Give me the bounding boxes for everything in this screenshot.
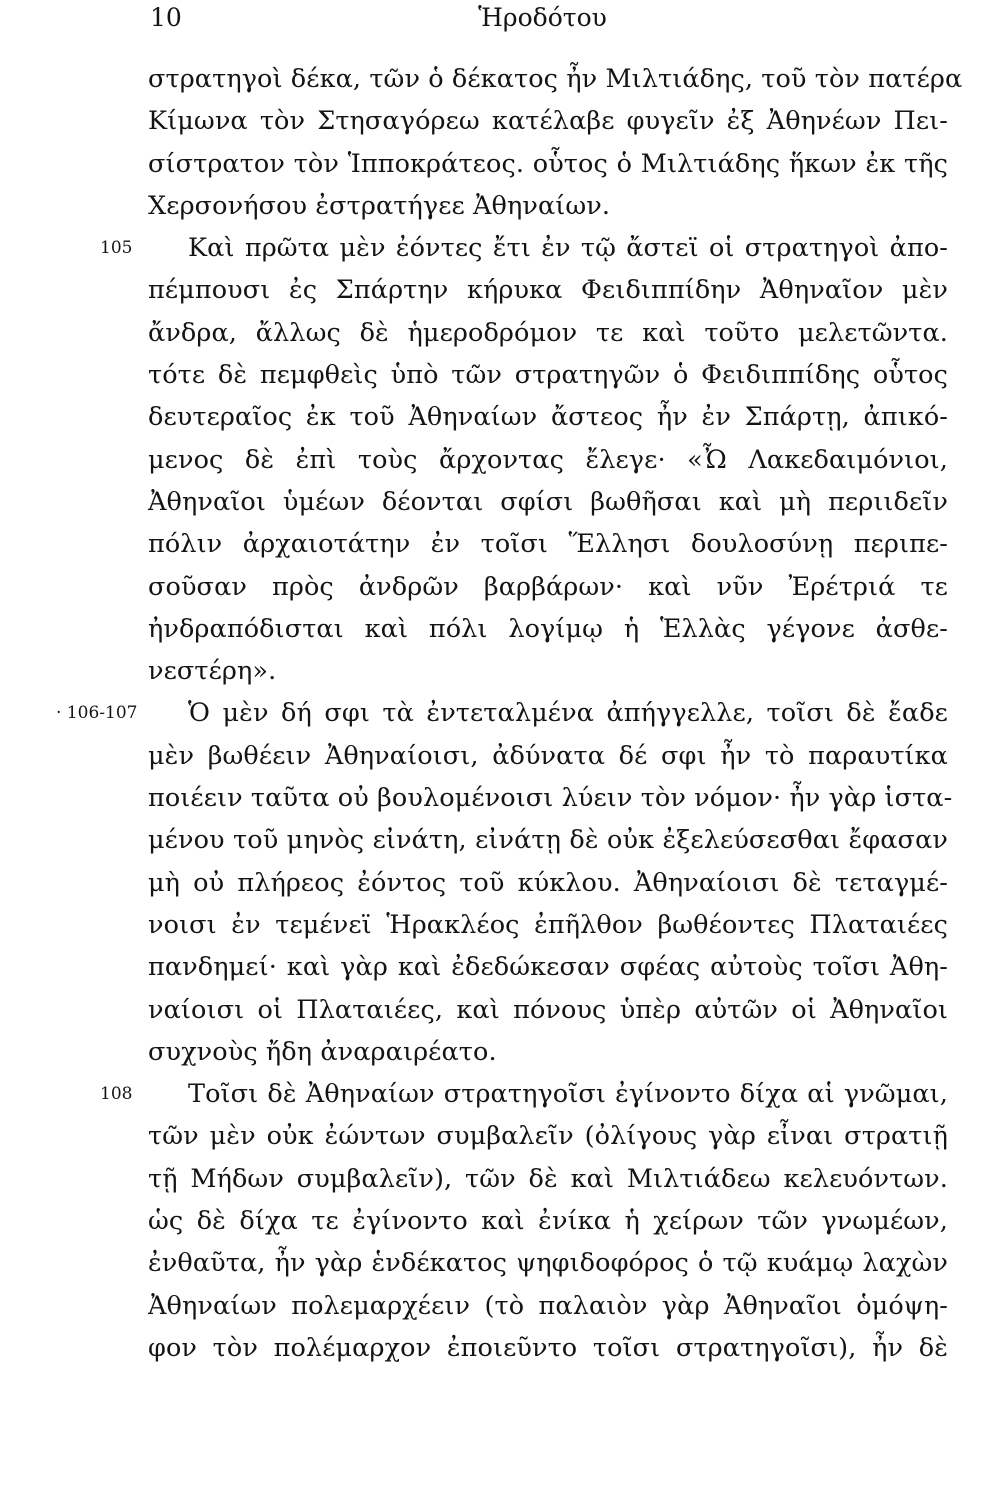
line-text: ποιέειν ταῦτα οὐ βουλομένοισι λύειν τὸν νόμον· ἦν γὰρ ἱστα- <box>148 783 953 814</box>
text-line <box>148 608 948 650</box>
line-text: συχνοὺς ἤδη ἀναραιρέατο. <box>148 1036 497 1067</box>
text-line <box>148 566 948 608</box>
text-line <box>148 312 948 354</box>
body-text <box>56 58 963 1369</box>
text-line <box>148 1285 948 1327</box>
text-line <box>148 185 948 227</box>
line-text: Χερσονήσου ἐστρατήγεε Ἀθηναίων. <box>148 190 611 221</box>
text-line <box>148 1031 948 1073</box>
text-line <box>148 1158 948 1200</box>
line-text: μὲν βωθέειν Ἀθηναίοισι, ἀδύνατα δέ σφι ἦν τὸ παραυτίκα <box>148 740 948 771</box>
text-line <box>148 1242 948 1284</box>
line-text: Ἀθηναῖοι ὑμέων δέονται σφίσι βωθῆσαι καὶ μὴ περιιδεῖν <box>148 486 948 517</box>
running-title: Ἡροδότου <box>478 3 607 32</box>
text-line <box>148 396 948 438</box>
line-text: Τοῖσι δὲ Ἀθηναίων στρατηγοῖσι ἐγίνοντο δίχα αἱ γνῶμαι, <box>188 1079 948 1110</box>
line-text: ἠνδραπόδισται καὶ πόλι λογίμῳ ἡ Ἑλλὰς γέγονε ἀσθε- <box>148 613 948 644</box>
line-text: ἄνδρα, ἄλλως δὲ ἡμεροδρόμον τε καὶ τοῦτο μελετῶντα. <box>148 317 948 348</box>
line-text: νεστέρη». <box>148 656 277 687</box>
line-text: δευτεραῖος ἐκ τοῦ Ἀθηναίων ἄστεος ἦν ἐν Σπάρτῃ, ἀπικό- <box>148 402 948 433</box>
text-line <box>148 1200 948 1242</box>
line-text: Καὶ πρῶτα μὲν ἐόντες ἔτι ἐν τῷ ἄστεϊ οἱ στρατηγοὶ ἀπο- <box>188 233 948 264</box>
line-text: τότε δὲ πεμφθεὶς ὑπὸ τῶν στρατηγῶν ὁ Φειδιππίδης οὗτος <box>148 360 948 391</box>
line-text: ὡς δὲ δίχα τε ἐγίνοντο καὶ ἐνίκα ἡ χείρων τῶν γνωμέων, <box>148 1206 948 1237</box>
line-text: νοισι ἐν τεμένεϊ Ἡρακλέος ἐπῆλθον βωθέοντες Πλαταιέες <box>148 909 948 940</box>
text-line <box>148 58 963 100</box>
text-line <box>148 1327 948 1369</box>
text-line <box>100 1073 948 1115</box>
text-line <box>148 904 948 946</box>
text-line <box>148 1115 948 1157</box>
text-line <box>148 481 948 523</box>
text-line <box>148 862 948 904</box>
chapter-number: 105 <box>100 238 133 259</box>
text-line <box>148 354 948 396</box>
line-text: πανδημεί· καὶ γὰρ καὶ ἐδεδώκεσαν σφέας αὐτοὺς τοῖσι Ἀθη- <box>148 952 948 983</box>
line-text: Ὁ μὲν δή σφι τὰ ἐντεταλμένα ἀπήγγελλε, τοῖσι δὲ ἔαδε <box>188 698 948 729</box>
line-text: πέμπουσι ἐς Σπάρτην κήρυκα Φειδιππίδην Ἀθηναῖον μὲν <box>148 275 948 306</box>
line-text: τῇ Μήδων συμβαλεῖν), τῶν δὲ καὶ Μιλτιάδεω κελευόντων. <box>148 1163 948 1194</box>
text-line <box>148 650 948 692</box>
text-line <box>148 100 948 142</box>
text-line <box>148 269 948 311</box>
line-text: ναίοισι οἱ Πλαταιέες, καὶ πόνους ὑπὲρ αὐτῶν οἱ Ἀθηναῖοι <box>148 994 948 1025</box>
line-text: Ἀθηναίων πολεμαρχέειν (τὸ παλαιὸν γὰρ Ἀθηναῖοι ὁμόψη- <box>148 1290 948 1321</box>
line-text: μένου τοῦ μηνὸς εἰνάτη, εἰνάτῃ δὲ οὐκ ἐξελεύσεσθαι ἔφασαν <box>148 825 948 856</box>
line-text: μενος δὲ ἐπὶ τοὺς ἄρχοντας ἔλεγε· «Ὦ Λακεδαιμόνιοι, <box>148 444 948 475</box>
page-number: 10 <box>150 3 182 32</box>
line-text: στρατηγοὶ δέκα, τῶν ὁ δέκατος ἦν Μιλτιάδης, τοῦ τὸν πατέρα <box>148 64 963 94</box>
line-text: τῶν μὲν οὐκ ἐώντων συμβαλεῖν (ὀλίγους γὰρ εἶναι στρατιῇ <box>148 1121 948 1152</box>
text-line <box>148 777 953 819</box>
text-line <box>148 819 948 861</box>
text-line <box>56 692 948 734</box>
chapter-number: · 106-107 <box>56 703 138 724</box>
line-text: σοῦσαν πρὸς ἀνδρῶν βαρβάρων· καὶ νῦν Ἐρέτριά τε <box>148 571 948 602</box>
line-text: σίστρατον τὸν Ἱπποκράτεος. οὗτος ὁ Μιλτιάδης ἥκων ἐκ τῆς <box>148 148 948 179</box>
line-text: Κίμωνα τὸν Στησαγόρεω κατέλαβε φυγεῖν ἐξ Ἀθηνέων Πει- <box>148 106 948 137</box>
text-line <box>148 735 948 777</box>
text-line <box>148 143 948 185</box>
line-text: μὴ οὐ πλήρεος ἐόντος τοῦ κύκλου. Ἀθηναίοισι δὲ τεταγμέ- <box>148 867 948 898</box>
line-text: φον τὸν πολέμαρχον ἐποιεῦντο τοῖσι στρατηγοῖσι), ἦν δὲ <box>148 1332 948 1363</box>
running-header <box>0 0 995 40</box>
text-line <box>148 989 948 1031</box>
text-line <box>148 523 948 565</box>
line-text: πόλιν ἀρχαιοτάτην ἐν τοῖσι Ἕλλησι δουλοσύνῃ περιπε- <box>148 529 948 560</box>
text-line <box>148 439 948 481</box>
chapter-number: 108 <box>100 1084 133 1105</box>
text-line <box>148 946 948 988</box>
line-text: ἐνθαῦτα, ἦν γὰρ ἑνδέκατος ψηφιδοφόρος ὁ τῷ κυάμῳ λαχὼν <box>148 1248 948 1279</box>
text-line <box>100 227 948 269</box>
